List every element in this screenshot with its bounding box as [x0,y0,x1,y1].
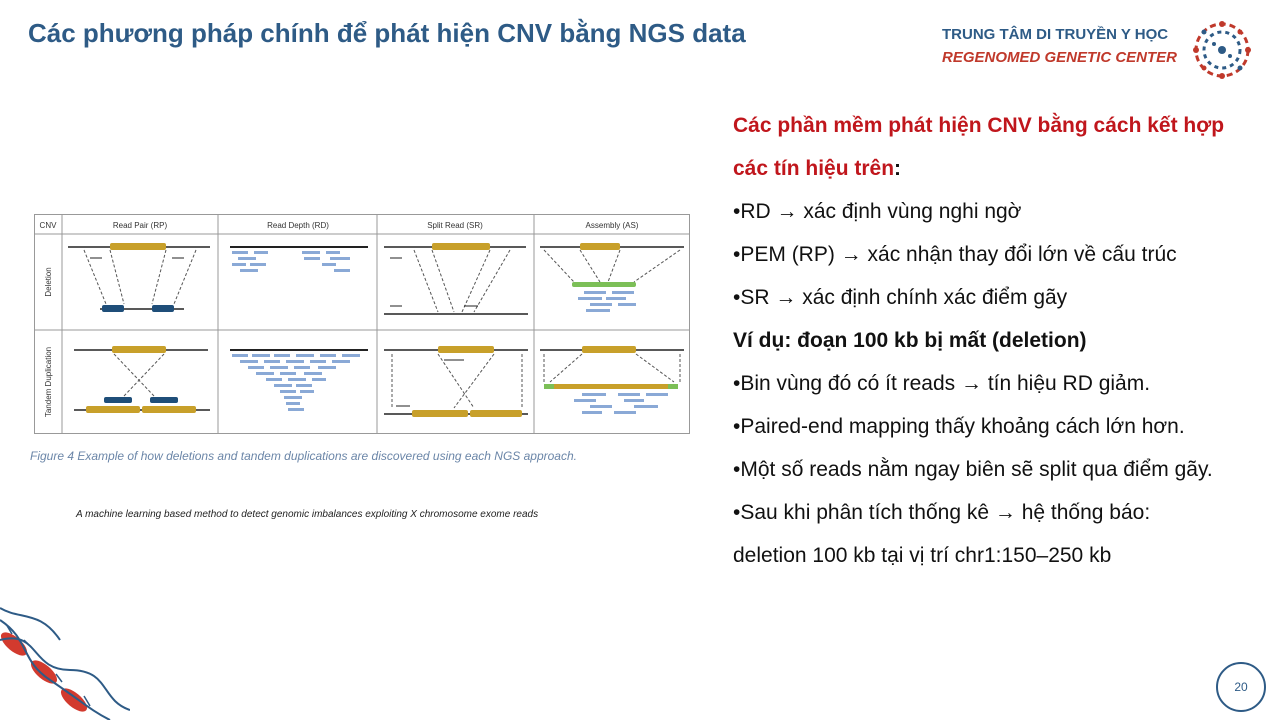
org-name-english: REGENOMED GENETIC CENTER [942,49,1178,66]
figure-source: A machine learning based method to detect genomic imbalances exploiting X chromosome exome reads [76,509,539,520]
figure-caption: Figure 4 Example of how deletions and tandem duplications are discovered using each NGS approach. [30,449,577,463]
example-bullet-2: •Paired-end mapping thấy khoảng cách lớn hơn. [733,415,1185,438]
content-heading-colon: : [894,157,902,180]
figure-header-assembly: Assembly (AS) [585,221,639,230]
content-heading-line1: Các phần mềm phát hiện CNV bằng cách kết hợp [733,114,1225,137]
example-bullet-3: •Một số reads nằm ngay biên sẽ split qua điểm gãy. [733,458,1213,481]
figure-row-tandem-duplication: Tandem Duplication [44,346,53,418]
example-bullet-4: •Sau khi phân tích thống kê → hệ thống báo: [733,501,1151,524]
content-heading-line2-text: các tín hiệu trên [733,157,895,180]
bullet-pem: •PEM (RP) → xác nhận thay đổi lớn về cấu trúc [733,243,1177,266]
regenomed-logo [1190,18,1254,82]
cnv-methods-figure [34,214,690,434]
content-panel [733,104,1280,577]
figure-header-read-depth: Read Depth (RD) [267,221,329,230]
page-number-badge: 20 [1216,662,1266,712]
content-heading-line2 [733,147,1280,190]
example-heading: Ví dụ: đoạn 100 kb bị mất (deletion) [733,329,1087,352]
slide-title: Các phương pháp chính để phát hiện CNV bằng NGS data [28,18,746,48]
bullet-sr: •SR → xác định chính xác điểm gãy [733,286,1068,309]
figure-header-read-pair: Read Pair (RP) [112,221,168,230]
figure-row-deletion: Deletion [44,267,53,297]
bullet-rd: •RD → xác định vùng nghi ngờ [733,200,1022,223]
figure-header-cnv: CNV [39,221,57,230]
example-bullet-1: •Bin vùng đó có ít reads → tín hiệu RD giảm. [733,372,1151,395]
figure-header-split-read: Split Read (SR) [427,221,483,230]
example-bullet-4-continued: deletion 100 kb tại vị trí chr1:150–250 kb [733,544,1112,567]
dna-helix-decoration [0,600,130,720]
org-name-vietnamese: TRUNG TÂM DI TRUYỀN Y HỌC [942,26,1169,43]
